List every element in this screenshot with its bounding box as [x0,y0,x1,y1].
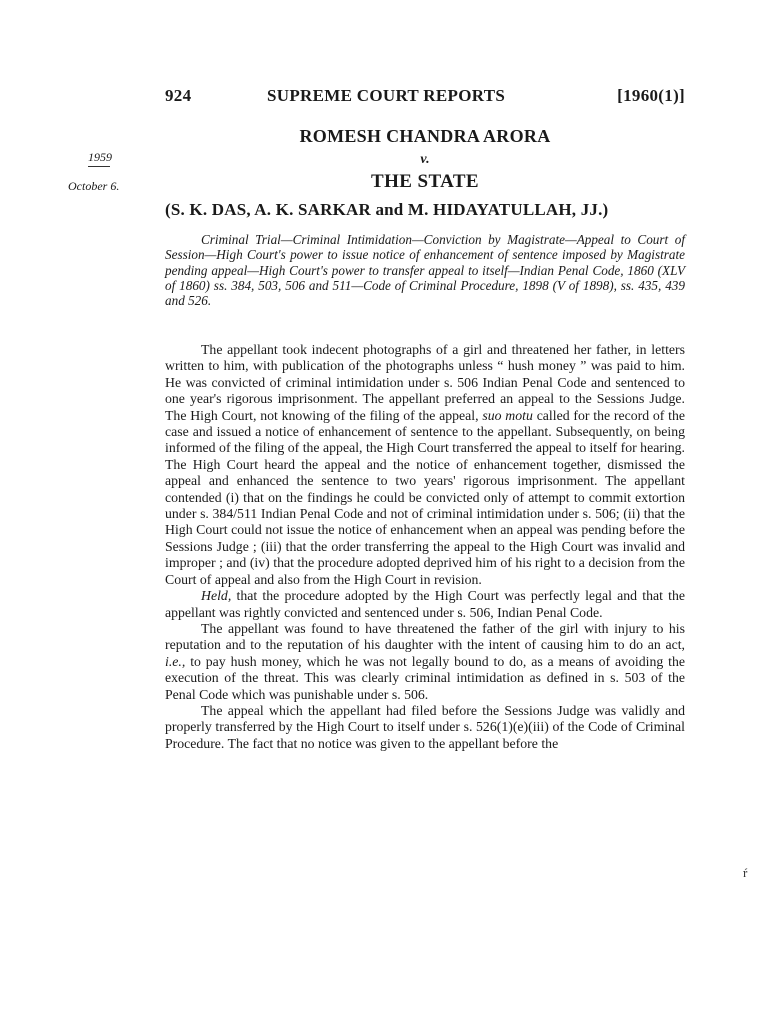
page-number: 924 [165,86,192,105]
judges-line: (S. K. DAS, A. K. SARKAR and M. HIDAYATULLAH, JJ.) [165,200,609,219]
page-header [165,86,685,110]
case-party-appellant: ROMESH CHANDRA ARORA [299,126,551,146]
ie-term: i.e., [165,653,186,669]
paragraph-held: Held, that the procedure adopted by the High Court was perfectly legal and that the appellant was rightly convicted and sentenced under s. 506, Indian Penal Code. [165,588,685,620]
case-party-respondent: THE STATE [371,171,479,192]
held-label: Held, [201,588,232,604]
running-title: SUPREME COURT REPORTS [267,86,506,105]
case-versus: v. [420,152,430,167]
scan-artifact-mark: ŕ [743,865,748,880]
margin-date: October 6. [68,179,120,193]
margin-divider [88,166,110,167]
judgment-summary [165,342,685,752]
suo-motu-term: suo motu [482,407,533,423]
paragraph-intimidation: The appellant was found to have threatened the father of the girl with injury to his reputation and to the reputation of his daughter with the intent of causing him to do an act, i.e., to pay hush money, which he was not legally bound to do, as a means of avoiding the execution of the threat. This was clearly criminal intimidation as defined in s. 503 of the Penal Code which was punishable under s. 506. [165,620,686,702]
volume-label: [1960(1)] [617,86,685,105]
paragraph-facts: The appellant took indecent photographs of a girl and threatened her father, in letters written to him, with publication of the photographs unless “ hush money ” was paid to him. He was convicted of criminal intimidation under s. 506 Indian Penal Code and sentenced to one year's rigorous imprisonment. The appellant preferred an appeal to the Sessions Judge. The High Court, not knowing of the filing of the appeal, suo motu called for the record of the case and issued a notice of enhancement of sentence to the appellant. Subsequently, on being informed of the filing of the appeal, the High Court transferred the appeal to itself for hearing. The High Court heard the appeal and the notice of enhancement together, dismissed the appeal and enhanced the sentence to two years' rigorous imprisonment. The appellant contended (i) that on the findings he could be convicted only of attempt to commit extortion under s. 384/511 Indian Penal Code and not of criminal intimidation under s. 506; (ii) that the High Court could not issue the notice of enhancement when an appeal was pending before the Sessions Judge ; (iii) that the order transferring the appeal to the High Court was invalid and improper ; and (iv) that the procedure adopted deprived him of his right to a decision from the Court of appeal and also from the High Court in revision. [165,342,685,587]
paragraph-transfer: The appeal which the appellant had filed before the Sessions Judge was validly and properly transferred by the High Court to itself under s. 526(1)(e)(iii) of the Code of Criminal Procedure. The fact that no notice was given to the appellant before the [165,702,685,751]
margin-year: 1959 [88,150,112,164]
headnote: Criminal Trial—Criminal Intimidation—Conviction by Magistrate—Appeal to Court of Session—High Court's power to issue notice of enhancement of sentence imposed by Magistrate pending appeal—High Court's power to transfer appeal to itself—Indian Penal Code, 1860 (XLV of 1860) ss. 384, 503, 506 and 511—Code of Criminal Procedure, 1898 (V of 1898), ss. 435, 439 and 526. [165,232,685,309]
